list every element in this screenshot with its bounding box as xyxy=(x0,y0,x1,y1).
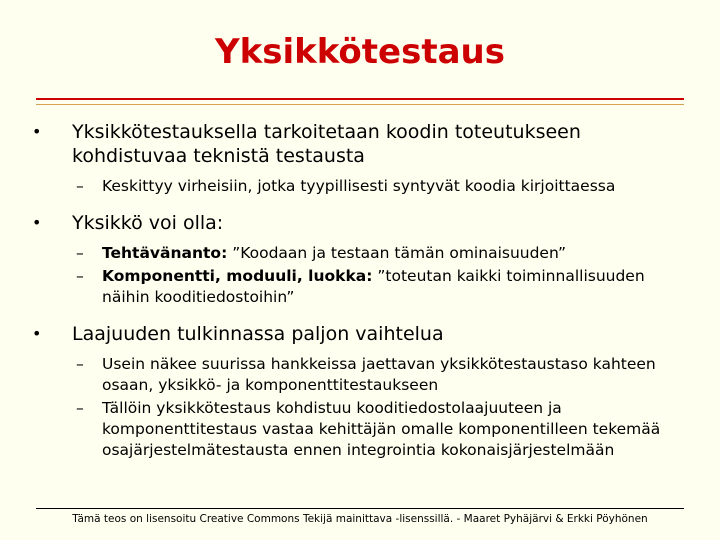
footer-divider xyxy=(36,508,684,509)
license-footer: Tämä teos on lisensoitu Creative Commons Tekijä mainittava -lisenssillä. - Maaret Pyhäjärvi & Erkki Pöyhönen xyxy=(72,513,648,525)
dash-icon: – xyxy=(76,244,84,262)
bullet-text: Laajuuden tulkinnassa paljon vaihtelua xyxy=(72,323,444,345)
sub-bullet-bold: Tehtävänanto: xyxy=(102,244,228,262)
sub-bullet-bold: Komponentti, moduuli, luokka: xyxy=(102,267,373,285)
bullet-text: Yksikkötestauksella tarkoitetaan koodin toteutukseen kohdistuvaa teknistä testausta xyxy=(72,121,581,167)
sub-bullet-text: ”toteutan kaikki toiminnallisuuden näihin kooditiedostoihin” xyxy=(102,267,645,306)
bullet-icon: • xyxy=(32,213,42,232)
title-divider xyxy=(36,98,684,100)
dash-icon: – xyxy=(76,355,84,373)
sub-bullet-item xyxy=(26,243,686,264)
bullet-icon: • xyxy=(32,324,42,343)
dash-icon: – xyxy=(76,267,84,285)
title-divider-secondary xyxy=(36,104,684,105)
sub-bullet-text: Usein näkee suurissa hankkeissa jaettavan yksikkötestaustaso kahteen osaan, yksikkö- ja komponenttitestaukseen xyxy=(102,355,656,394)
sub-bullet-text: Keskittyy virheisiin, jotka tyypillisesti syntyvät koodia kirjoittaessa xyxy=(102,177,616,195)
bullet-item xyxy=(26,211,686,235)
sub-bullet-item xyxy=(26,354,686,396)
bullet-item xyxy=(26,322,686,346)
sub-bullet-item xyxy=(26,398,686,461)
bullet-icon: • xyxy=(32,122,42,141)
bullet-item xyxy=(26,120,686,168)
slide-body xyxy=(26,120,686,461)
bullet-text: Yksikkö voi olla: xyxy=(72,212,224,234)
dash-icon: – xyxy=(76,399,84,417)
slide-title: Yksikkötestaus xyxy=(215,32,505,72)
sub-bullet-text: Tällöin yksikkötestaus kohdistuu kooditiedostolaajuuteen ja komponenttitestaus vastaa kehittäjän omalle komponentilleen tekemää osajärjestelmätestausta ennen integrointia kokonaisjärjestelmään xyxy=(102,399,661,459)
sub-bullet-item xyxy=(26,176,686,197)
sub-bullet-item xyxy=(26,266,686,308)
sub-bullet-text: ”Koodaan ja testaan tämän ominaisuuden” xyxy=(227,244,566,262)
dash-icon: – xyxy=(76,177,84,195)
